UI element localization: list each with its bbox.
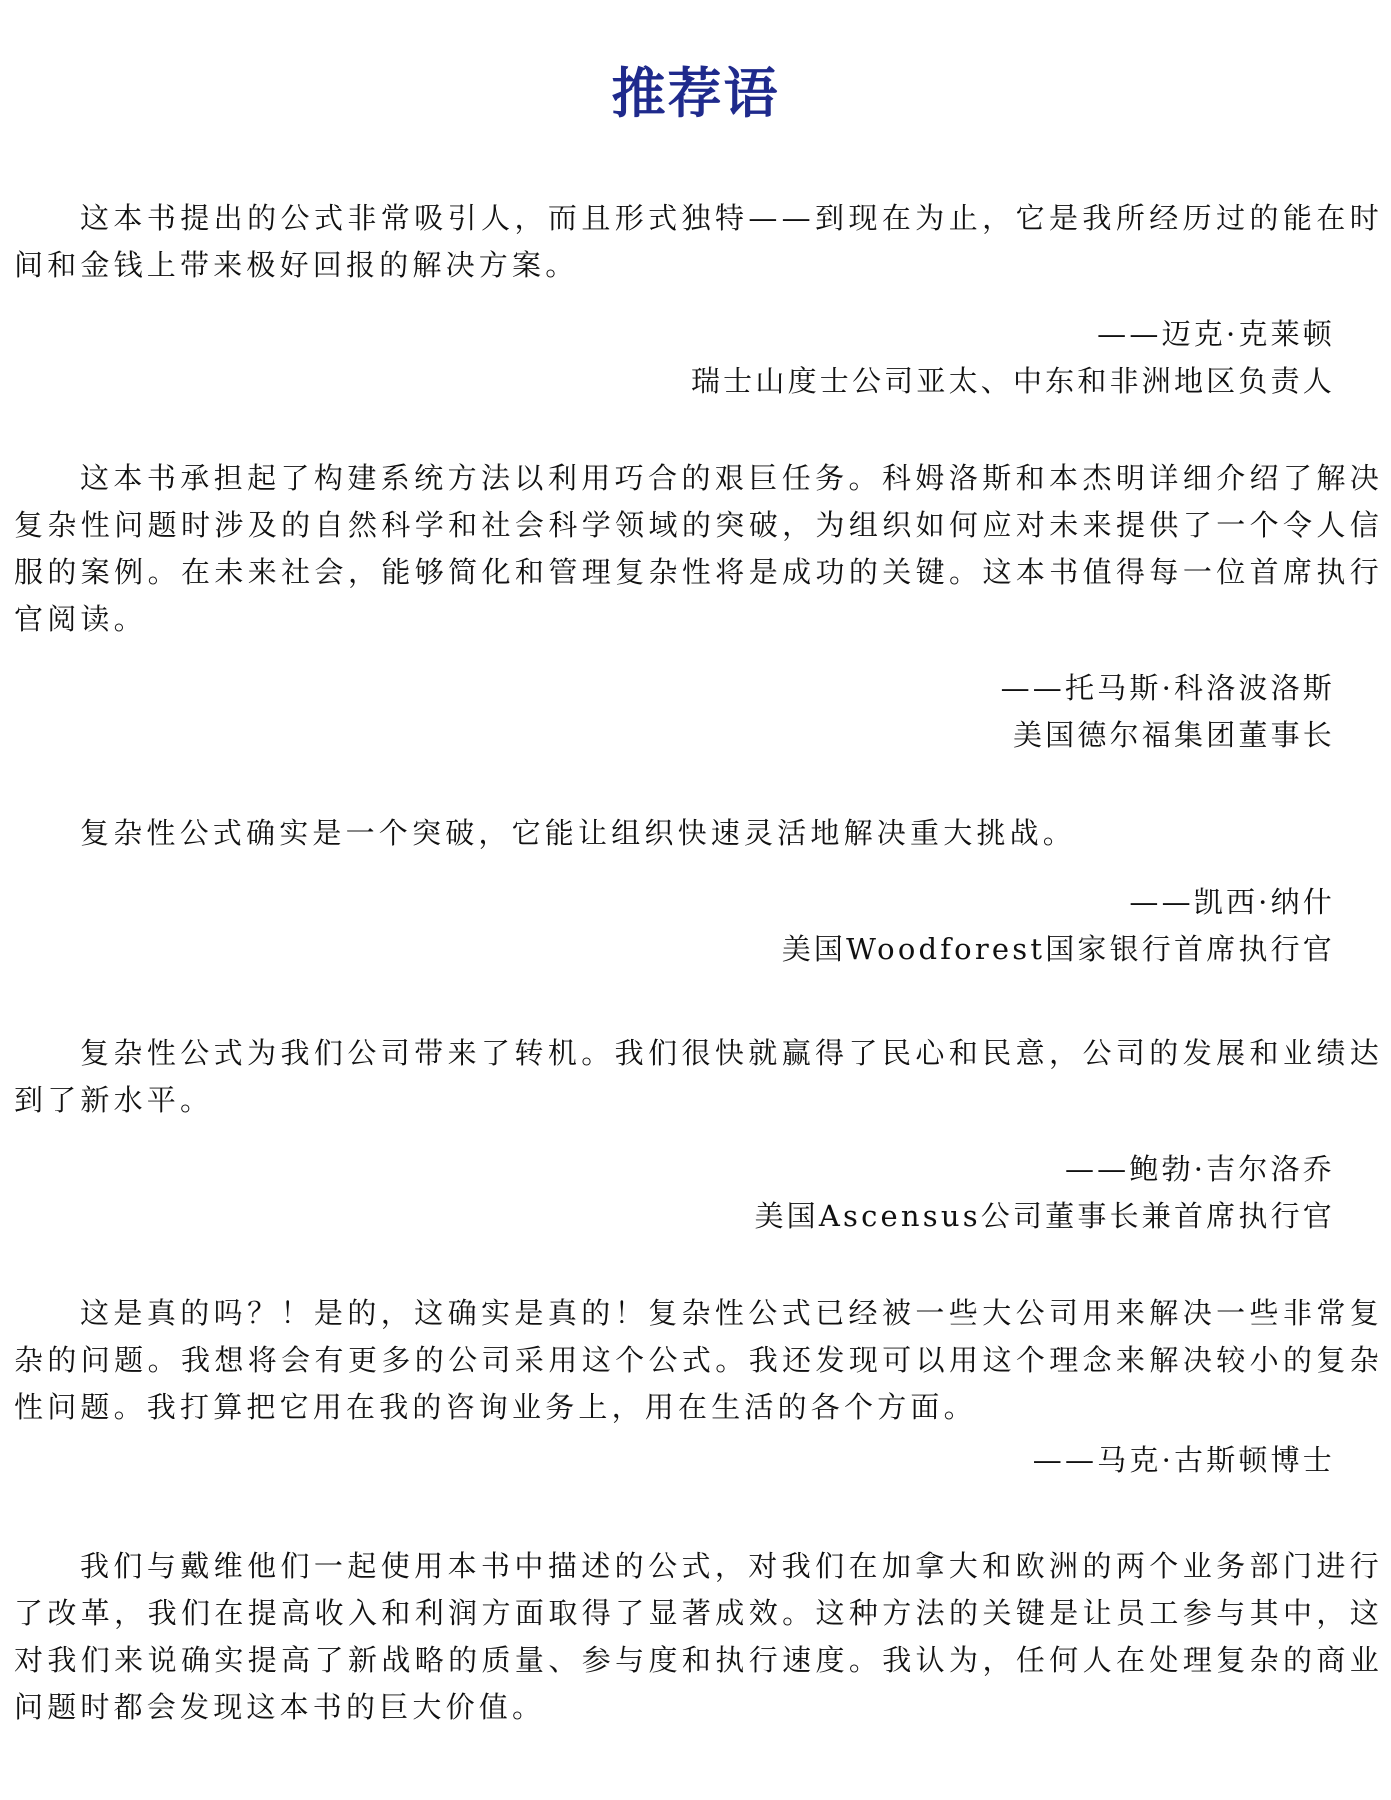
endorser-title: 美国德尔福集团董事长 (1012, 718, 1335, 752)
endorsement-quote: 复杂性公式为我们公司带来了转机。我们很快就赢得了民心和民意，公司的发展和业绩达到了新水平。 (14, 1036, 1383, 1117)
endorser-title: 美国Woodforest国家银行首席执行官 (781, 932, 1335, 966)
endorser-name: ——马克·古斯顿博士 (1032, 1443, 1335, 1477)
endorsement-6 (0, 1543, 1391, 1731)
endorser-title: 瑞士山度士公司亚太、中东和非洲地区负责人 (690, 364, 1335, 398)
endorser-name: ——凯西·纳什 (1129, 885, 1335, 919)
endorsement-quote: 这本书承担起了构建系统方法以利用巧合的艰巨任务。科姆洛斯和本杰明详细介绍了解决复杂性问题时涉及的自然科学和社会科学领域的突破，为组织如何应对未来提供了一个令人信服的案例。在未来社会，能够简化和管理复杂性将是成功的关键。这本书值得每一位首席执行官阅读。 (14, 461, 1383, 636)
endorsement-5 (0, 1290, 1391, 1484)
endorsement-1 (0, 195, 1391, 405)
endorsement-2 (0, 455, 1391, 759)
page-title: 推荐语 (611, 61, 780, 126)
endorsement-quote: 这是真的吗？！是的，这确实是真的！复杂性公式已经被一些大公司用来解决一些非常复杂的问题。我想将会有更多的公司采用这个公式。我还发现可以用这个理念来解决较小的复杂性问题。我打算把它用在我的咨询业务上，用在生活的各个方面。 (14, 1296, 1383, 1424)
endorsement-quote: 我们与戴维他们一起使用本书中描述的公式，对我们在加拿大和欧洲的两个业务部门进行了改革，我们在提高收入和利润方面取得了显著成效。这种方法的关键是让员工参与其中，这对我们来说确实提高了新战略的质量、参与度和执行速度。我认为，任何人在处理复杂的商业问题时都会发现这本书的巨大价值。 (14, 1549, 1383, 1724)
endorsement-3 (0, 810, 1391, 973)
endorser-title: 美国Ascensus公司董事长兼首席执行官 (754, 1199, 1335, 1233)
endorsement-quote: 这本书提出的公式非常吸引人，而且形式独特——到现在为止，它是我所经历过的能在时间和金钱上带来极好回报的解决方案。 (14, 201, 1383, 282)
endorser-name: ——鲍勃·吉尔洛乔 (1064, 1152, 1335, 1186)
endorser-name: ——迈克·克莱顿 (1097, 317, 1335, 351)
endorser-name: ——托马斯·科洛波洛斯 (1000, 671, 1335, 705)
endorsement-quote: 复杂性公式确实是一个突破，它能让组织快速灵活地解决重大挑战。 (80, 816, 1077, 850)
endorsement-4 (0, 1030, 1391, 1240)
